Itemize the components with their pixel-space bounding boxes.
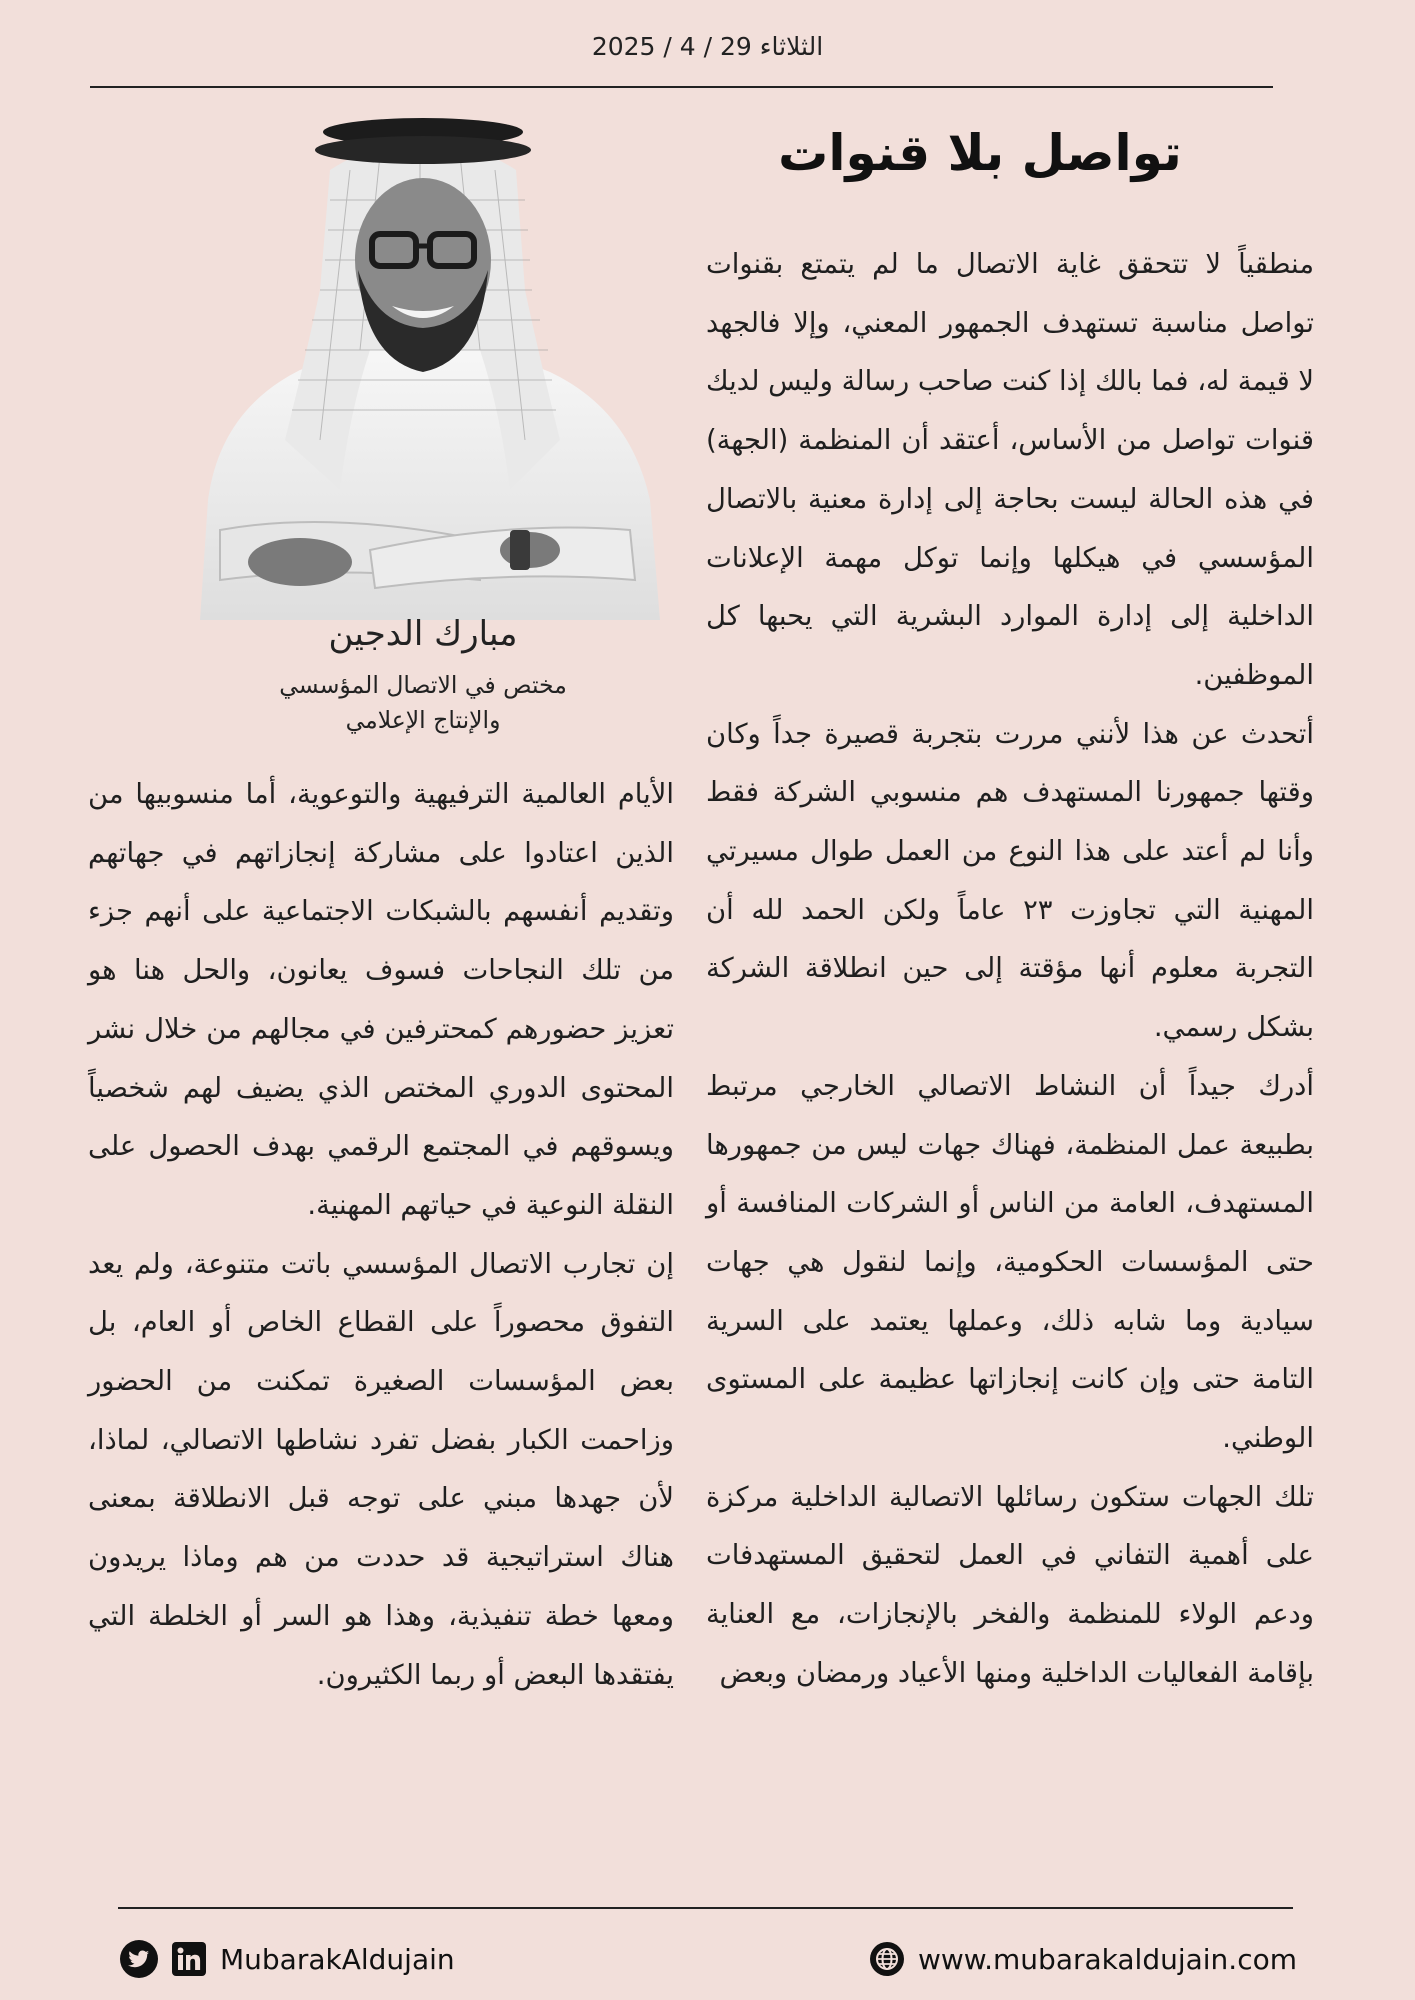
author-name: مبارك الدجين — [328, 614, 518, 654]
paragraph: أدرك جيداً أن النشاط الاتصالي الخارجي مرتبط بطبيعة عمل المنظمة، فهناك جهات ليس من جمهورها المستهدف، العامة من الناس أو الشركات المنافسة أو حتى المؤسسات الحكومية، وإنما لنقول هي جهات سيادية وما شابه ذلك، وعملها يعتمد على السرية التامة حتى وإن كانت إنجازاتها عظيمة على المستوى الوطني. — [706, 1070, 1314, 1455]
paragraph: إن تجارب الاتصال المؤسسي باتت متنوعة، ولم يعد التفوق محصوراً على القطاع الخاص أو العام، بل بعض المؤسسات الصغيرة تمكنت من الحضور وزاحمت الكبار بفضل تفرد نشاطها الاتصالي، لماذا، لأن جهدها مبني على توجه قبل الانطلاقة بمعنى هناك استراتيجية قد حددت من هم وماذا يريدون ومعها خطة تنفيذية، وهذا هو السر أو الخلطة التي يفتقدها البعض أو ربما الكثيرون. — [88, 1248, 674, 1691]
author-role-line1: مختص في الاتصال المؤسسي — [279, 671, 567, 699]
top-divider — [90, 86, 1273, 88]
paragraph: منطقياً لا تتحقق غاية الاتصال ما لم يتمتع بقنوات تواصل مناسبة تستهدف الجمهور المعني، وإلا فالجهد لا قيمة له، فما بالك إذا كنت صاحب رسالة وليس لديك قنوات تواصل من الأساس، أعتقد أن المنظمة (الجهة) في هذه الحالة ليست بحاجة إلى إدارة معنية بالاتصال المؤسسي في هيكلها وإنما توكل مهمة الإعلانات الداخلية إلى إدارة الموارد البشرية التي يحبها كل الموظفين. — [706, 249, 1314, 691]
website-link[interactable]: www.mubarakaldujain.com — [918, 1942, 1297, 1976]
author-role — [180, 668, 666, 738]
social-handle[interactable]: MubarakAldujain — [220, 1942, 455, 1976]
author-photo — [180, 110, 666, 620]
footer-social — [120, 1934, 455, 1984]
bottom-divider — [118, 1907, 1293, 1909]
footer-website — [870, 1934, 1297, 1984]
paragraph: تلك الجهات ستكون رسائلها الاتصالية الداخلية مركزة على أهمية التفاني في العمل لتحقيق المستهدفات ودعم الولاء للمنظمة والفخر بالإنجازات، مع العناية بإقامة الفعاليات الداخلية ومنها الأعياد ورمضان وبعض — [706, 1481, 1314, 1689]
publication-date: الثلاثاء 29 / 4 / 2025 — [591, 32, 824, 61]
paragraph: أتحدث عن هذا لأنني مررت بتجربة قصيرة جداً وكان وقتها جمهورنا المستهدف هم منسوبي الشركة فقط وأنا لم أعتد على هذا النوع من العمل طوال مسيرتي المهنية التي تجاوزت ٢٣ عاماً ولكن الحمد لله أن التجربة معلوم أنها مؤقتة إلى حين انطلاقة الشركة بشكل رسمي. — [706, 718, 1314, 1044]
article-column-left — [88, 766, 674, 1705]
twitter-icon[interactable] — [120, 1940, 158, 1978]
author-role-line2: والإنتاج الإعلامي — [345, 706, 501, 734]
globe-icon — [870, 1942, 904, 1976]
article-column-right — [706, 236, 1314, 1704]
paragraph: الأيام العالمية الترفيهية والتوعوية، أما منسوبيها من الذين اعتادوا على مشاركة إنجازاتهم في جهاتهم وتقديم أنفسهم بالشبكات الاجتماعية على أنهم جزء من تلك النجاحات فسوف يعانون، والحل هنا هو تعزيز حضورهم كمحترفين في مجالهم من خلال نشر المحتوى الدوري المختص الذي يضيف لهم شخصياً ويسوقهم في المجتمع الرقمي بهدف الحصول على النقلة النوعية في حياتهم المهنية. — [88, 779, 674, 1221]
article-title: تواصل بلا قنوات — [778, 124, 1182, 182]
linkedin-icon[interactable] — [172, 1942, 206, 1976]
